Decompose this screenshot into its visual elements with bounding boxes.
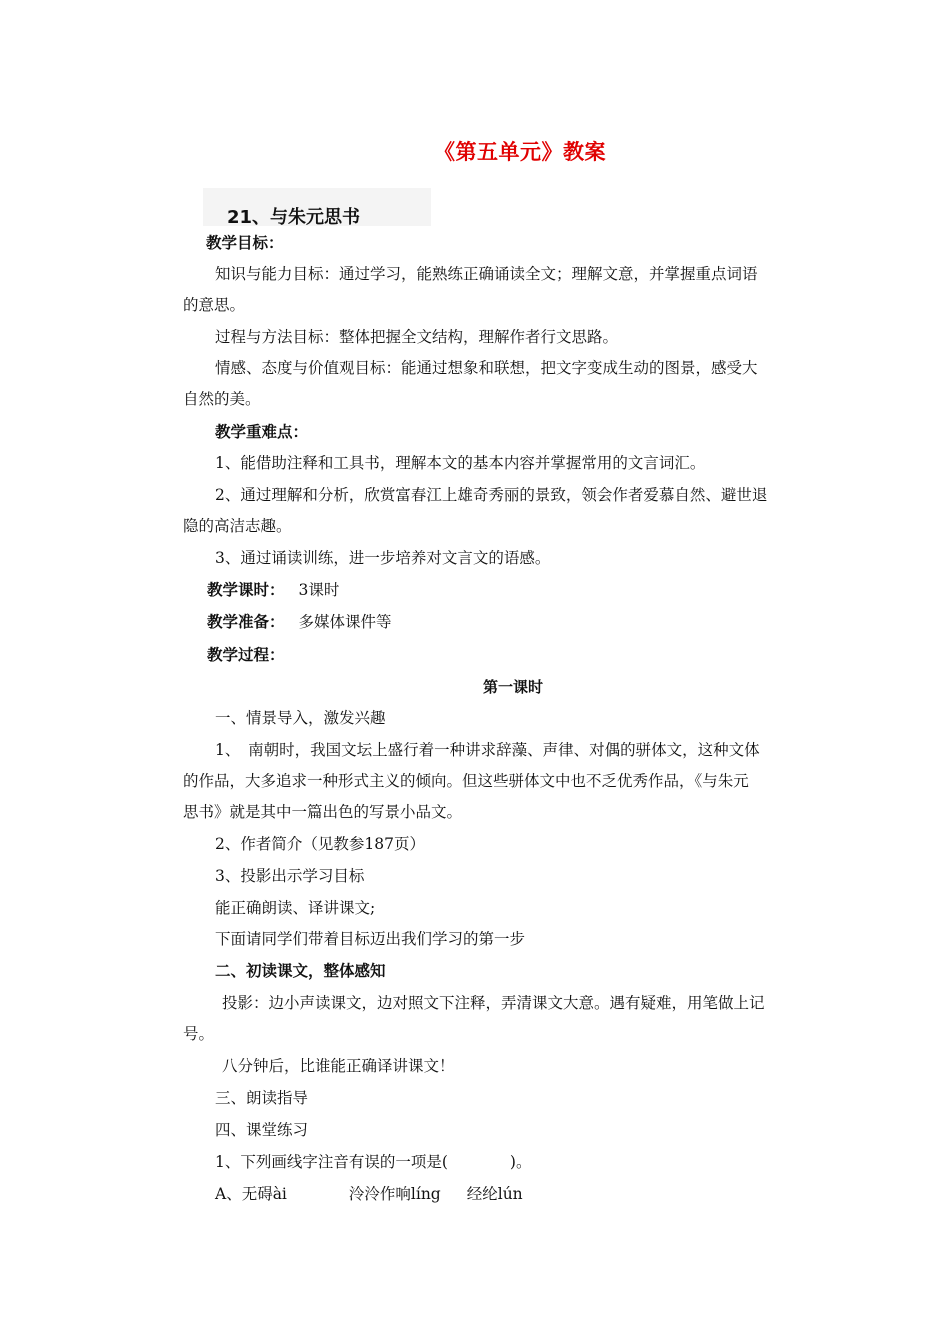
document-title: 《第五单元》教案	[434, 140, 606, 164]
objective-process: 过程与方法目标：整体把握全文结构，理解作者行文思路。	[215, 328, 619, 346]
option-a-item-3: 经纶lún	[466, 1185, 523, 1203]
section2-para1-line1: 投影：边小声读课文，边对照文下注释，弄清课文大意。遇有疑难，用笔做上记	[222, 994, 765, 1012]
keypoint-3: 3、通过诵读训练，进一步培养对文言文的语感。	[215, 549, 551, 567]
objective-knowledge-line2: 的意思。	[183, 296, 246, 314]
section1-para1-line1: 1、 南朝时，我国文坛上盛行着一种讲求辞藻、声律、对偶的骈体文，这种文体	[215, 741, 760, 759]
option-a-item-2: 泠泠作响líng	[348, 1185, 441, 1203]
teaching-prep-value: 多媒体课件等	[298, 613, 392, 631]
section1-para4: 能正确朗读、译讲课文;	[215, 899, 376, 917]
section3-heading: 三、朗读指导	[215, 1089, 309, 1107]
section1-para2: 2、作者简介（见教参187页）	[215, 835, 425, 853]
keypoint-2-line2: 隐的高洁志趣。	[183, 517, 292, 535]
objectives-heading: 教学目标：	[206, 234, 284, 252]
section1-para1-line2: 的作品，大多追求一种形式主义的倾向。但这些骈体文中也不乏优秀作品，《与朱元	[183, 772, 749, 790]
section1-heading: 一、情景导入，激发兴趣	[215, 709, 386, 727]
objective-emotion-line2: 自然的美。	[183, 390, 261, 408]
section4-heading: 四、课堂练习	[215, 1121, 309, 1139]
teaching-hours-value: 3课时	[298, 581, 340, 599]
question-1: 1、下列画线字注音有误的一项是( )。	[215, 1153, 532, 1171]
section1-para1-line3: 思书》就是其中一篇出色的写景小品文。	[183, 803, 463, 821]
teaching-prep	[207, 612, 392, 632]
first-period-heading: 第一课时	[482, 678, 543, 696]
teaching-hours-label: 教学课时：	[207, 581, 285, 599]
process-heading: 教学过程：	[207, 646, 285, 664]
section2-para1-line2: 号。	[183, 1025, 215, 1043]
teaching-hours	[207, 580, 339, 600]
objective-knowledge-line1: 知识与能力目标：通过学习，能熟练正确诵读全文；理解文意，并掌握重点词语	[215, 265, 758, 283]
question-1-option-a	[215, 1184, 523, 1204]
keypoint-2-line1: 2、通过理解和分析，欣赏富春江上雄奇秀丽的景致，领会作者爱慕自然、避世退	[215, 486, 768, 504]
objective-emotion-line1: 情感、态度与价值观目标：能通过想象和联想，把文字变成生动的图景，感受大	[215, 359, 758, 377]
lesson-title: 21、与朱元思书	[227, 207, 361, 228]
section2-para2: 八分钟后，比谁能正确译讲课文！	[222, 1057, 455, 1075]
keypoints-heading: 教学重难点：	[215, 423, 309, 441]
section2-heading: 二、初读课文，整体感知	[215, 962, 386, 980]
section1-para5: 下面请同学们带着目标迈出我们学习的第一步	[215, 930, 526, 948]
keypoint-1: 1、能借助注释和工具书，理解本文的基本内容并掌握常用的文言词汇。	[215, 454, 706, 472]
option-a-item-1: A、无碍ài	[215, 1185, 287, 1203]
teaching-prep-label: 教学准备：	[207, 613, 285, 631]
section1-para3: 3、投影出示学习目标	[215, 867, 365, 885]
